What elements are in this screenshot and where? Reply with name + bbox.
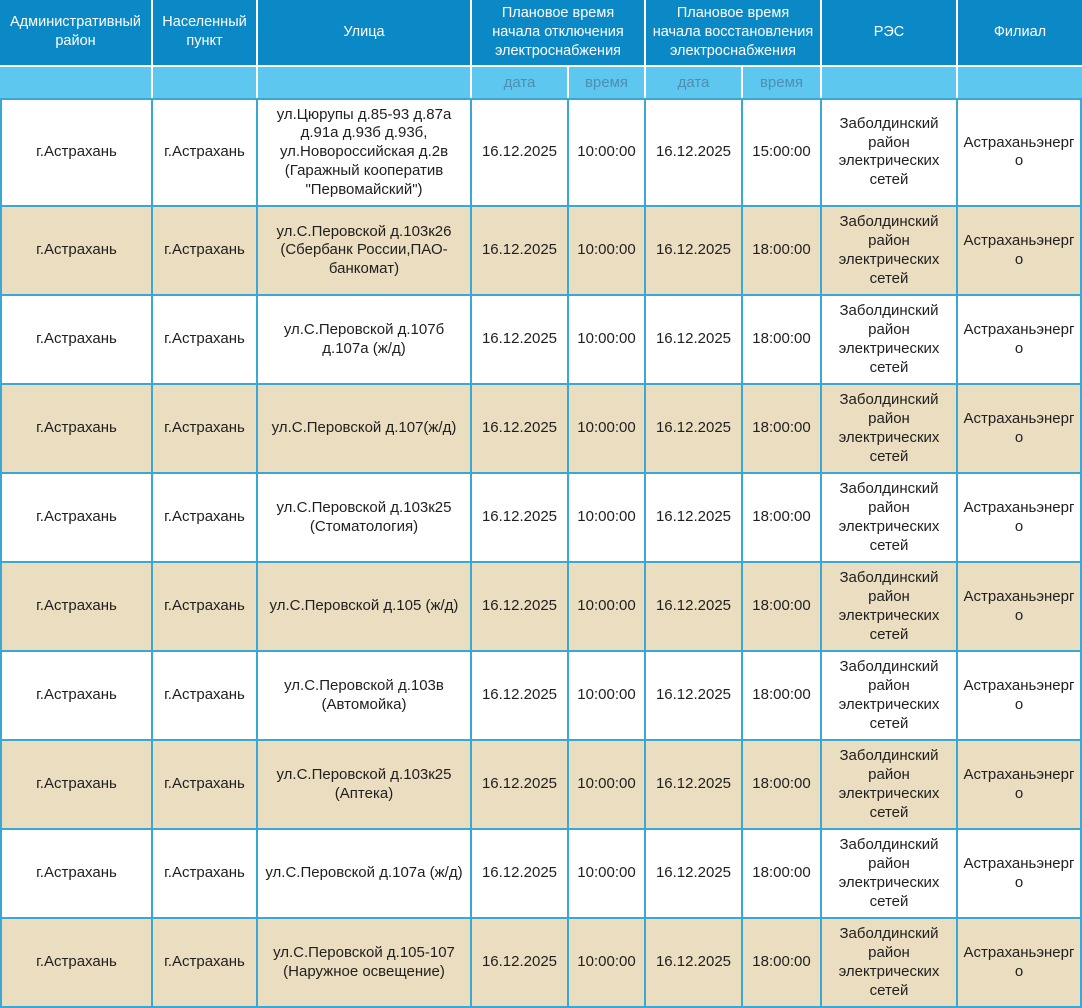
cell-district: г.Астрахань: [0, 98, 153, 208]
cell-res: Заболдинский район электрических сетей: [822, 919, 958, 1008]
cell-outage-date: 16.12.2025: [472, 385, 569, 474]
cell-outage-time: 10:00:00: [569, 98, 646, 208]
cell-outage-time: 10:00:00: [569, 385, 646, 474]
cell-restore-date: 16.12.2025: [646, 296, 743, 385]
cell-res: Заболдинский район электрических сетей: [822, 98, 958, 208]
cell-res: Заболдинский район электрических сетей: [822, 830, 958, 919]
cell-outage-date: 16.12.2025: [472, 830, 569, 919]
cell-outage-time: 10:00:00: [569, 830, 646, 919]
cell-branch: Астраханьэнерго: [958, 98, 1082, 208]
table-row: [0, 741, 1082, 830]
cell-res: Заболдинский район электрических сетей: [822, 652, 958, 741]
cell-street: ул.С.Перовской д.105 (ж/д): [258, 563, 472, 652]
table-row: [0, 563, 1082, 652]
cell-restore-time: 18:00:00: [743, 296, 822, 385]
cell-outage-date: 16.12.2025: [472, 207, 569, 296]
cell-restore-time: 18:00:00: [743, 741, 822, 830]
header-cell-restore-time: Плановое время начала восстановления электроснабжения: [646, 0, 822, 65]
header-cell-branch: Филиал: [958, 0, 1082, 65]
cell-outage-time: 10:00:00: [569, 741, 646, 830]
table-row: [0, 652, 1082, 741]
header-cell-res: РЭС: [822, 0, 958, 65]
header-cell-outage-time: Плановое время начала отключения электроснабжения: [472, 0, 646, 65]
cell-branch: Астраханьэнерго: [958, 830, 1082, 919]
cell-branch: Астраханьэнерго: [958, 919, 1082, 1008]
cell-restore-date: 16.12.2025: [646, 385, 743, 474]
cell-outage-time: 10:00:00: [569, 563, 646, 652]
cell-district: г.Астрахань: [0, 919, 153, 1008]
subheader-cell-empty-street: [258, 65, 472, 98]
cell-outage-time: 10:00:00: [569, 919, 646, 1008]
cell-street: ул.С.Перовской д.105-107 (Наружное освещение): [258, 919, 472, 1008]
subheader-cell-empty-branch: [958, 65, 1082, 98]
cell-res: Заболдинский район электрических сетей: [822, 741, 958, 830]
cell-settlement: г.Астрахань: [153, 98, 258, 208]
table-row: [0, 919, 1082, 1008]
cell-restore-date: 16.12.2025: [646, 741, 743, 830]
table-header: [0, 0, 1082, 98]
subheader-cell-restore-date: дата: [646, 65, 743, 98]
subheader-row: [0, 65, 1082, 98]
cell-settlement: г.Астрахань: [153, 385, 258, 474]
cell-restore-time: 18:00:00: [743, 385, 822, 474]
table-row: [0, 830, 1082, 919]
cell-outage-date: 16.12.2025: [472, 652, 569, 741]
cell-restore-time: 18:00:00: [743, 563, 822, 652]
cell-outage-date: 16.12.2025: [472, 919, 569, 1008]
cell-restore-time: 18:00:00: [743, 207, 822, 296]
cell-settlement: г.Астрахань: [153, 563, 258, 652]
cell-restore-time: 18:00:00: [743, 830, 822, 919]
cell-res: Заболдинский район электрических сетей: [822, 563, 958, 652]
cell-outage-date: 16.12.2025: [472, 563, 569, 652]
header-cell-street: Улица: [258, 0, 472, 65]
table-row: [0, 296, 1082, 385]
cell-settlement: г.Астрахань: [153, 919, 258, 1008]
cell-branch: Астраханьэнерго: [958, 652, 1082, 741]
subheader-cell-outage-date: дата: [472, 65, 569, 98]
cell-street: ул.С.Перовской д.103в (Автомойка): [258, 652, 472, 741]
cell-district: г.Астрахань: [0, 474, 153, 563]
table-row: [0, 474, 1082, 563]
header-row: [0, 0, 1082, 65]
cell-outage-time: 10:00:00: [569, 652, 646, 741]
table-row: [0, 98, 1082, 208]
subheader-cell-empty-district: [0, 65, 153, 98]
subheader-cell-outage-time: время: [569, 65, 646, 98]
cell-restore-date: 16.12.2025: [646, 207, 743, 296]
cell-branch: Астраханьэнерго: [958, 207, 1082, 296]
cell-restore-time: 18:00:00: [743, 652, 822, 741]
cell-settlement: г.Астрахань: [153, 207, 258, 296]
cell-settlement: г.Астрахань: [153, 474, 258, 563]
cell-settlement: г.Астрахань: [153, 296, 258, 385]
table-row: [0, 207, 1082, 296]
cell-district: г.Астрахань: [0, 563, 153, 652]
subheader-cell-empty-res: [822, 65, 958, 98]
cell-district: г.Астрахань: [0, 652, 153, 741]
cell-outage-date: 16.12.2025: [472, 98, 569, 208]
cell-district: г.Астрахань: [0, 296, 153, 385]
table-body: [0, 98, 1082, 1008]
cell-outage-date: 16.12.2025: [472, 741, 569, 830]
cell-restore-time: 15:00:00: [743, 98, 822, 208]
cell-street: ул.С.Перовской д.103к25 (Стоматология): [258, 474, 472, 563]
cell-outage-date: 16.12.2025: [472, 296, 569, 385]
cell-branch: Астраханьэнерго: [958, 474, 1082, 563]
cell-restore-date: 16.12.2025: [646, 563, 743, 652]
cell-outage-time: 10:00:00: [569, 207, 646, 296]
cell-settlement: г.Астрахань: [153, 652, 258, 741]
cell-restore-date: 16.12.2025: [646, 98, 743, 208]
cell-res: Заболдинский район электрических сетей: [822, 474, 958, 563]
cell-district: г.Астрахань: [0, 385, 153, 474]
cell-street: ул.С.Перовской д.107(ж/д): [258, 385, 472, 474]
cell-street: ул.Цюрупы д.85-93 д.87а д.91а д.93б д.93б, ул.Новороссийская д.2в (Гаражный кооператив "Первомайский"): [258, 98, 472, 208]
cell-street: ул.С.Перовской д.107б д.107а (ж/д): [258, 296, 472, 385]
cell-district: г.Астрахань: [0, 741, 153, 830]
cell-branch: Астраханьэнерго: [958, 563, 1082, 652]
cell-res: Заболдинский район электрических сетей: [822, 385, 958, 474]
cell-branch: Астраханьэнерго: [958, 385, 1082, 474]
subheader-cell-empty-settlement: [153, 65, 258, 98]
cell-res: Заболдинский район электрических сетей: [822, 207, 958, 296]
cell-settlement: г.Астрахань: [153, 830, 258, 919]
cell-restore-time: 18:00:00: [743, 919, 822, 1008]
cell-outage-time: 10:00:00: [569, 296, 646, 385]
cell-street: ул.С.Перовской д.103к26 (Сбербанк России,ПАО-банкомат): [258, 207, 472, 296]
cell-district: г.Астрахань: [0, 830, 153, 919]
subheader-cell-restore-time: время: [743, 65, 822, 98]
cell-street: ул.С.Перовской д.107а (ж/д): [258, 830, 472, 919]
cell-branch: Астраханьэнерго: [958, 741, 1082, 830]
cell-restore-date: 16.12.2025: [646, 652, 743, 741]
cell-restore-time: 18:00:00: [743, 474, 822, 563]
header-cell-district: Административный район: [0, 0, 153, 65]
cell-outage-time: 10:00:00: [569, 474, 646, 563]
table-row: [0, 385, 1082, 474]
cell-street: ул.С.Перовской д.103к25 (Аптека): [258, 741, 472, 830]
cell-branch: Астраханьэнерго: [958, 296, 1082, 385]
cell-restore-date: 16.12.2025: [646, 474, 743, 563]
cell-settlement: г.Астрахань: [153, 741, 258, 830]
header-cell-settlement: Населенный пункт: [153, 0, 258, 65]
cell-district: г.Астрахань: [0, 207, 153, 296]
cell-outage-date: 16.12.2025: [472, 474, 569, 563]
cell-restore-date: 16.12.2025: [646, 830, 743, 919]
cell-res: Заболдинский район электрических сетей: [822, 296, 958, 385]
cell-restore-date: 16.12.2025: [646, 919, 743, 1008]
